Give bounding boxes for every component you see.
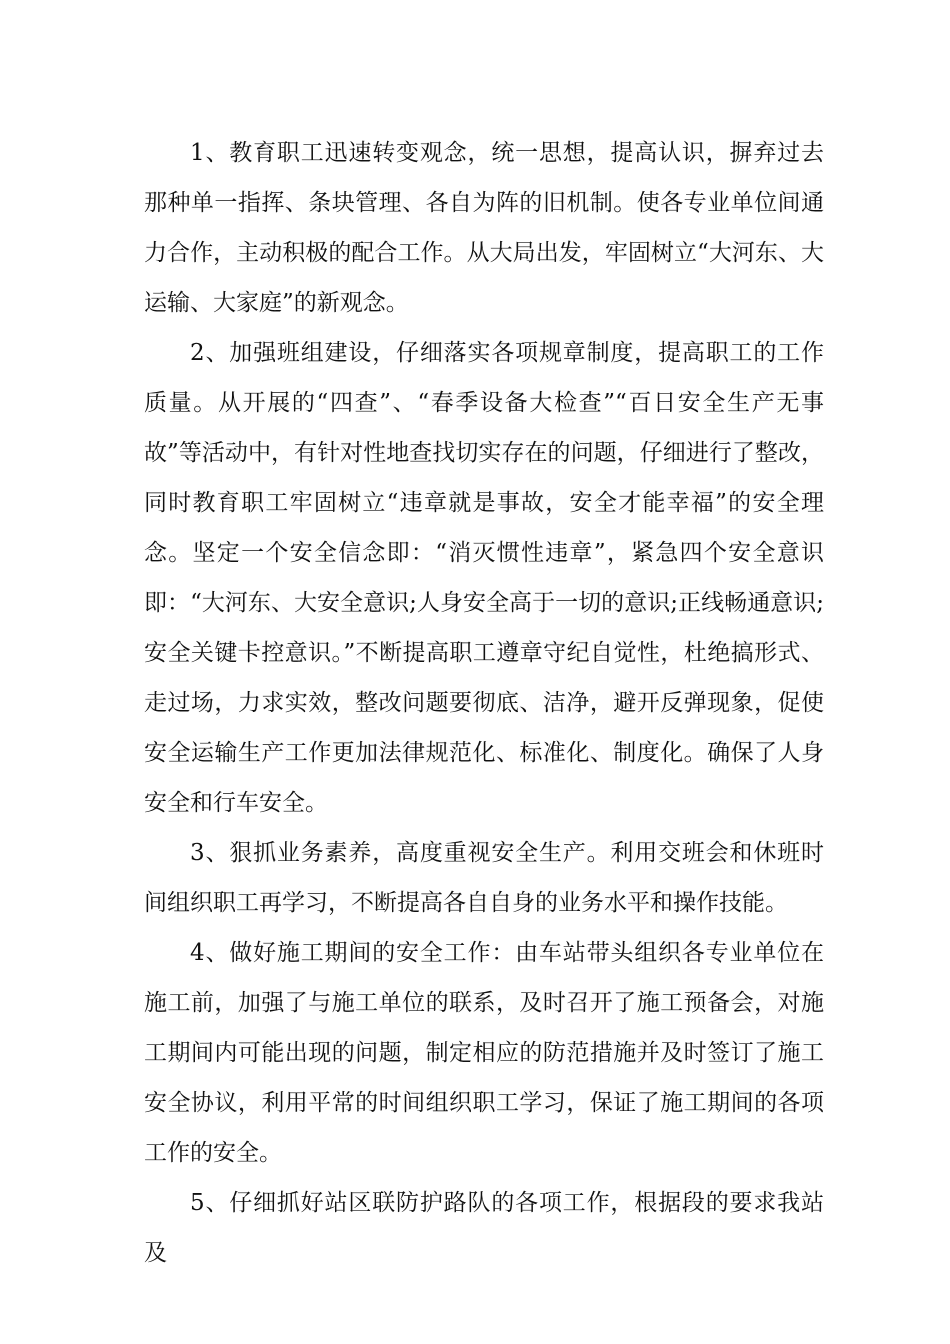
- paragraph-4: 4、做好施工期间的安全工作：由车站带头组织各专业单位在施工前，加强了与施工单位的联系，及时召开了施工预备会，对施工期间内可能出现的问题，制定相应的防范措施并及时签订了施工安全协议，利用平常的时间组织职工学习，保证了施工期间的各项工作的安全。: [144, 940, 824, 1166]
- paragraph-3: 3、狠抓业务素养，高度重视安全生产。利用交班会和休班时间组织职工再学习，不断提高各自自身的业务水平和操作技能。: [144, 840, 824, 916]
- paragraph-5: 5、仔细抓好站区联防护路队的各项工作，根据段的要求我站及: [144, 1190, 824, 1266]
- paragraph-2: 2、加强班组建设，仔细落实各项规章制度，提高职工的工作质量。从开展的“四查”、“春季设备大检查”“百日安全生产无事故”等活动中，有针对性地查找切实存在的问题，仔细进行了整改，同时教育职工牢固树立“违章就是事故，安全才能幸福”的安全理念。坚定一个安全信念即：“消灭惯性违章”，紧急四个安全意识即：“大河东、大安全意识;人身安全高于一切的意识;正线畅通意识;安全关键卡控意识。”不断提高职工遵章守纪自觉性，杜绝搞形式、走过场，力求实效，整改问题要彻底、洁净，避开反弹现象，促使安全运输生产工作更加法律规范化、标准化、制度化。确保了人身安全和行车安全。: [144, 340, 824, 816]
- paragraph-1: 1、教育职工迅速转变观念，统一思想，提高认识，摒弃过去那种单一指挥、条块管理、各自为阵的旧机制。使各专业单位间通力合作，主动积极的配合工作。从大局出发，牢固树立“大河东、大运输、大家庭”的新观念。: [144, 140, 824, 316]
- document-body: [144, 128, 824, 1278]
